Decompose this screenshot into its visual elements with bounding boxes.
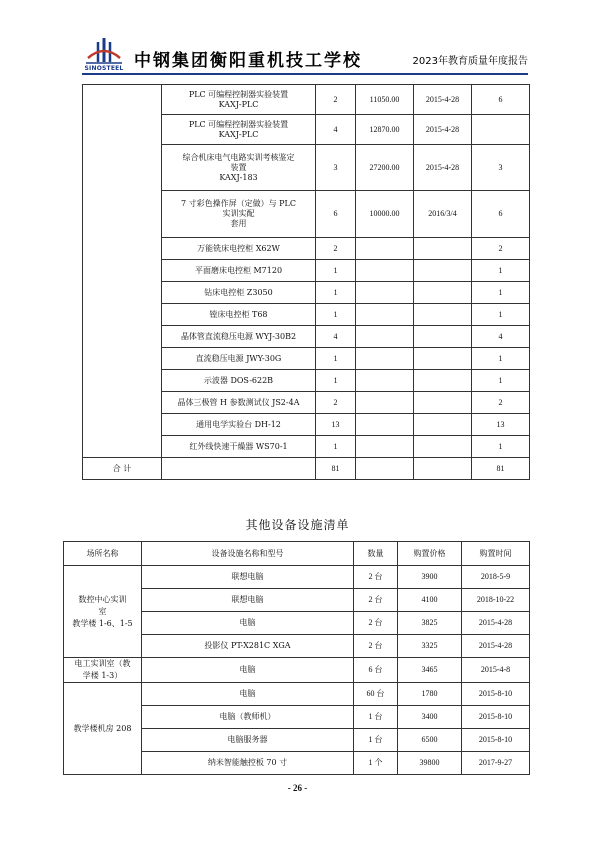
quantity-cell: 1: [316, 436, 356, 458]
count-cell: 1: [472, 260, 530, 282]
price-cell: 4100: [398, 589, 462, 612]
price-cell: [356, 436, 414, 458]
location-cell: 教学楼机房 208: [64, 683, 142, 775]
count-cell: 4: [472, 326, 530, 348]
date-cell: 2015-4-28: [462, 635, 530, 658]
header-price: 购置价格: [398, 542, 462, 566]
price-cell: [356, 282, 414, 304]
equipment-name-cell: 钻床电控柜 Z3050: [162, 282, 316, 304]
empty-cell: [162, 458, 316, 480]
table-row: [64, 683, 530, 706]
date-cell: 2016/3/4: [414, 191, 472, 238]
equipment-name-cell: 红外线快速干燥器 WS70-1: [162, 436, 316, 458]
equipment-name-cell: PLC 可编程控制器实验装置 KAXJ-PLC: [162, 85, 316, 115]
date-cell: 2015-8-10: [462, 683, 530, 706]
price-cell: [356, 414, 414, 436]
price-cell: [356, 304, 414, 326]
price-cell: [356, 238, 414, 260]
price-cell: [356, 370, 414, 392]
equipment-name-cell: 联想电脑: [142, 566, 354, 589]
equipment-name-cell: 晶体管直流稳压电源 WYJ-30B2: [162, 326, 316, 348]
table-row: [64, 566, 530, 589]
price-cell: 27200.00: [356, 145, 414, 191]
equipment-name-cell: 投影仪 PT-X281C XGA: [142, 635, 354, 658]
date-cell: [414, 370, 472, 392]
date-cell: [414, 326, 472, 348]
equipment-name-cell: 通用电学实验台 DH-12: [162, 414, 316, 436]
quantity-cell: 2: [316, 85, 356, 115]
date-cell: [414, 304, 472, 326]
equipment-name-cell: 电脑服务器: [142, 729, 354, 752]
price-cell: 39800: [398, 752, 462, 775]
count-cell: 2: [472, 238, 530, 260]
date-cell: 2017-9-27: [462, 752, 530, 775]
count-cell: 3: [472, 145, 530, 191]
date-cell: 2015-4-28: [414, 85, 472, 115]
date-cell: 2018-5-9: [462, 566, 530, 589]
count-cell: 1: [472, 436, 530, 458]
quantity-cell: 4: [316, 115, 356, 145]
empty-cell: [356, 458, 414, 480]
price-cell: [356, 260, 414, 282]
quantity-cell: 2: [316, 238, 356, 260]
count-cell: 6: [472, 191, 530, 238]
quantity-cell: 4: [316, 326, 356, 348]
header-date: 购置时间: [462, 542, 530, 566]
quantity-cell: 1 个: [354, 752, 398, 775]
equipment-name-cell: 电脑（教师机）: [142, 706, 354, 729]
quantity-cell: 6: [316, 191, 356, 238]
quantity-cell: 1: [316, 304, 356, 326]
table-header-row: [64, 542, 530, 566]
equipment-name-cell: 纳米智能触控板 70 寸: [142, 752, 354, 775]
equipment-name-cell: 镗床电控柜 T68: [162, 304, 316, 326]
header-location: 场所名称: [64, 542, 142, 566]
equipment-name-cell: 电脑: [142, 612, 354, 635]
date-cell: 2015-8-10: [462, 706, 530, 729]
date-cell: 2015-4-8: [462, 658, 530, 683]
total-row: [83, 458, 530, 480]
total-label: 合 计: [83, 458, 162, 480]
total-count: 81: [472, 458, 530, 480]
header-divider: [82, 73, 528, 75]
price-cell: 11050.00: [356, 85, 414, 115]
quantity-cell: 1: [316, 260, 356, 282]
equipment-name-cell: 电脑: [142, 658, 354, 683]
quantity-cell: 1 台: [354, 706, 398, 729]
quantity-cell: 6 台: [354, 658, 398, 683]
quantity-cell: 2 台: [354, 612, 398, 635]
quantity-cell: 2 台: [354, 589, 398, 612]
equipment-name-cell: 综合机床电气电路实训考核鉴定 装置 KAXJ-183: [162, 145, 316, 191]
quantity-cell: 2: [316, 392, 356, 414]
equipment-name-cell: 电脑: [142, 683, 354, 706]
page-number: - 26 -: [287, 783, 308, 793]
location-cell: 数控中心实训 室 教学楼 1-6、1-5: [64, 566, 142, 658]
date-cell: 2015-4-28: [462, 612, 530, 635]
count-cell: 6: [472, 85, 530, 115]
quantity-cell: 1 台: [354, 729, 398, 752]
quantity-cell: 2 台: [354, 566, 398, 589]
equipment-name-cell: 联想电脑: [142, 589, 354, 612]
school-name: 中钢集团衡阳重机技工学校: [134, 51, 362, 71]
equipment-table-continued: [82, 84, 530, 480]
sinosteel-logo-icon: [82, 36, 126, 76]
equipment-name-cell: PLC 可编程控制器实验装置 KAXJ-PLC: [162, 115, 316, 145]
count-cell: 13: [472, 414, 530, 436]
date-cell: [414, 282, 472, 304]
date-cell: [414, 348, 472, 370]
count-cell: 1: [472, 282, 530, 304]
total-quantity: 81: [316, 458, 356, 480]
quantity-cell: 1: [316, 282, 356, 304]
quantity-cell: 13: [316, 414, 356, 436]
price-cell: 12870.00: [356, 115, 414, 145]
date-cell: 2015-4-28: [414, 145, 472, 191]
date-cell: [414, 392, 472, 414]
equipment-name-cell: 平面磨床电控柜 M7120: [162, 260, 316, 282]
date-cell: [414, 238, 472, 260]
date-cell: 2018-10-22: [462, 589, 530, 612]
price-cell: 3900: [398, 566, 462, 589]
location-cell: 电工实训室（教 学楼 1-3）: [64, 658, 142, 683]
date-cell: 2015-4-28: [414, 115, 472, 145]
header-quantity: 数量: [354, 542, 398, 566]
quantity-cell: 1: [316, 348, 356, 370]
equipment-name-cell: 直流稳压电源 JWY-30G: [162, 348, 316, 370]
count-cell: [472, 115, 530, 145]
count-cell: 1: [472, 370, 530, 392]
equipment-name-cell: 7 寸彩色操作屏（定做）与 PLC 实训实配 套用: [162, 191, 316, 238]
price-cell: 1780: [398, 683, 462, 706]
price-cell: [356, 392, 414, 414]
count-cell: 1: [472, 304, 530, 326]
quantity-cell: 2 台: [354, 635, 398, 658]
price-cell: 10000.00: [356, 191, 414, 238]
report-title: 2023年教育质量年度报告: [412, 56, 528, 67]
other-equipment-title: 其他设备设施清单: [245, 518, 350, 532]
page-header: [82, 36, 528, 76]
header-equipment-name: 设备设施名称和型号: [142, 542, 354, 566]
quantity-cell: 3: [316, 145, 356, 191]
price-cell: 3465: [398, 658, 462, 683]
quantity-cell: 1: [316, 370, 356, 392]
date-cell: [414, 260, 472, 282]
count-cell: 2: [472, 392, 530, 414]
date-cell: [414, 414, 472, 436]
price-cell: 3825: [398, 612, 462, 635]
logo-text: SINOSTEEL: [84, 65, 124, 72]
price-cell: 6500: [398, 729, 462, 752]
empty-cell: [414, 458, 472, 480]
count-cell: 1: [472, 348, 530, 370]
price-cell: 3400: [398, 706, 462, 729]
location-cell: [83, 85, 162, 458]
equipment-name-cell: 万能铣床电控柜 X62W: [162, 238, 316, 260]
table-row: [64, 658, 530, 683]
date-cell: 2015-8-10: [462, 729, 530, 752]
table-row: [83, 85, 530, 115]
date-cell: [414, 436, 472, 458]
price-cell: 3325: [398, 635, 462, 658]
equipment-name-cell: 示波器 DOS-622B: [162, 370, 316, 392]
quantity-cell: 60 台: [354, 683, 398, 706]
price-cell: [356, 326, 414, 348]
price-cell: [356, 348, 414, 370]
equipment-name-cell: 晶体三极管 H 参数测试仪 JS2-4A: [162, 392, 316, 414]
other-equipment-table: [63, 541, 530, 775]
